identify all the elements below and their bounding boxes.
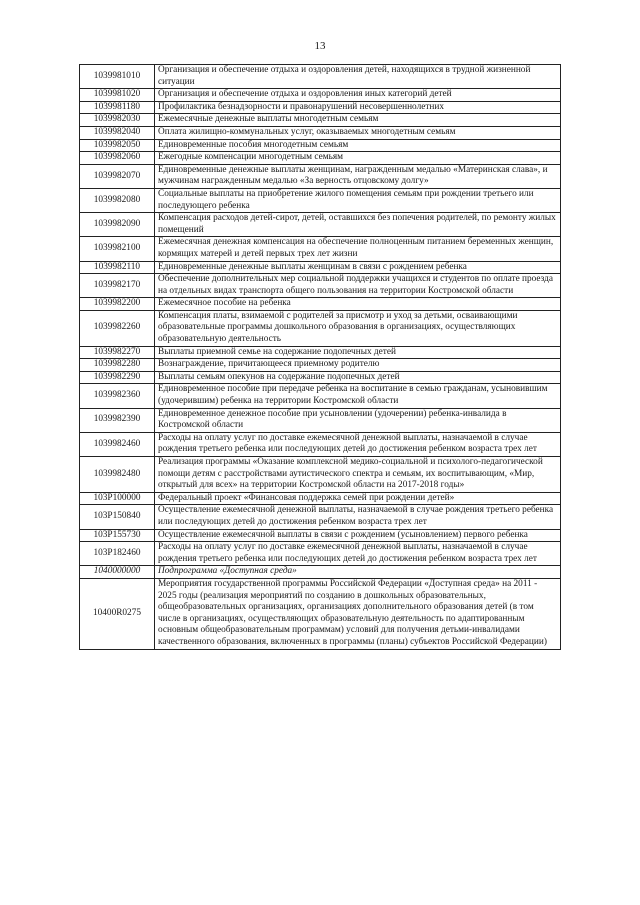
table-row xyxy=(80,274,561,298)
description-cell: Ежемесячные денежные выплаты многодетным семьям xyxy=(155,114,561,127)
table-body xyxy=(80,65,561,650)
description-cell: Федеральный проект «Финансовая поддержка семей при рождении детей» xyxy=(155,492,561,505)
table-row xyxy=(80,457,561,493)
table-row xyxy=(80,237,561,261)
table-row xyxy=(80,542,561,566)
description-cell: Компенсация расходов детей-сирот, детей, оставшихся без попечения родителей, по ремонту жилых помещений xyxy=(155,213,561,237)
code-cell: 1039982050 xyxy=(80,139,155,152)
description-cell: Компенсация платы, взимаемой с родителей за присмотр и уход за детьми, осваивающими образовательные программы дошкольного образования в организациях, осуществляющих образовательную деятельность xyxy=(155,310,561,346)
code-cell: 1039982030 xyxy=(80,114,155,127)
table-row xyxy=(80,152,561,165)
table-row xyxy=(80,139,561,152)
table-row xyxy=(80,578,561,649)
code-cell: 103P155730 xyxy=(80,529,155,542)
code-cell: 1039982100 xyxy=(80,237,155,261)
table-row xyxy=(80,65,561,89)
description-cell: Единовременное денежное пособие при усыновлении (удочерении) ребенка-инвалида в Костромской области xyxy=(155,408,561,432)
code-cell: 1039982280 xyxy=(80,359,155,372)
table-row xyxy=(80,346,561,359)
code-cell: 103P100000 xyxy=(80,492,155,505)
table-row xyxy=(80,101,561,114)
table-row xyxy=(80,89,561,102)
description-cell: Обеспечение дополнительных мер социальной поддержки учащихся и студентов по оплате проезда на отдельных видах транспорта общего пользования на территории Костромской области xyxy=(155,274,561,298)
description-cell: Организация и обеспечение отдыха и оздоровления иных категорий детей xyxy=(155,89,561,102)
code-cell: 1039982170 xyxy=(80,274,155,298)
code-cell: 1039982080 xyxy=(80,188,155,212)
description-cell: Расходы на оплату услуг по доставке ежемесячной денежной выплаты, назначаемой в случае рождения третьего ребенка или последующих детей до достижения ребенком возраста трех лет xyxy=(155,542,561,566)
table-row xyxy=(80,505,561,529)
description-cell: Осуществление ежемесячной выплаты в связи с рождением (усыновлением) первого ребенка xyxy=(155,529,561,542)
code-cell: 1039981180 xyxy=(80,101,155,114)
table-row xyxy=(80,408,561,432)
table-row xyxy=(80,384,561,408)
description-cell: Профилактика безнадзорности и правонарушений несовершеннолетних xyxy=(155,101,561,114)
code-cell: 1039981020 xyxy=(80,89,155,102)
code-cell: 1039982360 xyxy=(80,384,155,408)
code-cell: 1039982090 xyxy=(80,213,155,237)
description-cell: Ежегодные компенсации многодетным семьям xyxy=(155,152,561,165)
code-cell: 1039982060 xyxy=(80,152,155,165)
description-cell: Вознаграждение, причитающееся приемному родителю xyxy=(155,359,561,372)
description-cell: Социальные выплаты на приобретение жилого помещения семьям при рождении третьего или последующего ребенка xyxy=(155,188,561,212)
code-cell: 1039982260 xyxy=(80,310,155,346)
code-cell: 1040000000 xyxy=(80,566,155,579)
table-row xyxy=(80,359,561,372)
description-cell: Мероприятия государственной программы Российской Федерации «Доступная среда» на 2011 - 2025 годы (реализация мероприятий по созданию в дошкольных образовательных, общеобразовательных организациях, организациях дополнительного образования детей (в том числе в организациях, осуществляющих образовательную деятельность по адаптированным основным общеобразовательным программам) условий для получения детьми-инвалидами качественного образования, включенных в программы (планы) субъектов Российской Федерации) xyxy=(155,578,561,649)
description-cell: Подпрограмма «Доступная среда» xyxy=(155,566,561,579)
code-cell: 1039982110 xyxy=(80,261,155,274)
code-cell: 103P150840 xyxy=(80,505,155,529)
description-cell: Ежемесячное пособие на ребенка xyxy=(155,298,561,311)
table-row xyxy=(80,126,561,139)
description-cell: Организация и обеспечение отдыха и оздоровления детей, находящихся в трудной жизненной ситуации xyxy=(155,65,561,89)
table-row xyxy=(80,310,561,346)
table-row xyxy=(80,188,561,212)
code-cell: 1039982460 xyxy=(80,432,155,456)
code-cell: 1039982270 xyxy=(80,346,155,359)
page-number: 13 xyxy=(314,40,326,52)
table-row xyxy=(80,114,561,127)
budget-code-table xyxy=(79,64,561,650)
description-cell: Единовременные пособия многодетным семьям xyxy=(155,139,561,152)
table-row xyxy=(80,432,561,456)
description-cell: Осуществление ежемесячной денежной выплаты, назначаемой в случае рождения третьего ребенка или последующих детей до достижения ребенком возраста трех лет xyxy=(155,505,561,529)
table-row xyxy=(80,298,561,311)
code-cell: 1039982480 xyxy=(80,457,155,493)
table-row xyxy=(80,566,561,579)
description-cell: Оплата жилищно-коммунальных услуг, оказываемых многодетным семьям xyxy=(155,126,561,139)
table-row xyxy=(80,492,561,505)
code-cell: 10400R0275 xyxy=(80,578,155,649)
description-cell: Выплаты семьям опекунов на содержание подопечных детей xyxy=(155,371,561,384)
code-cell: 1039982390 xyxy=(80,408,155,432)
code-cell: 1039982040 xyxy=(80,126,155,139)
description-cell: Единовременные денежные выплаты женщинам, награжденным медалью «Материнская слава», и мужчинам награжденным медалью «За верность отцовскому долгу» xyxy=(155,164,561,188)
description-cell: Единовременные денежные выплаты женщинам в связи с рождением ребенка xyxy=(155,261,561,274)
description-cell: Ежемесячная денежная компенсация на обеспечение полноценным питанием беременных женщин, кормящих матерей и детей первых трех лет жизни xyxy=(155,237,561,261)
code-cell: 1039982200 xyxy=(80,298,155,311)
description-cell: Реализация программы «Оказание комплексной медико-социальной и психолого-педагогической помощи детям с расстройствами аутистического спектра и семьям, их воспитывающим, «Мир, открытый для всех» на территории Костромской области на 2017-2018 годы» xyxy=(155,457,561,493)
code-cell: 1039982070 xyxy=(80,164,155,188)
table-row xyxy=(80,213,561,237)
code-cell: 1039981010 xyxy=(80,65,155,89)
description-cell: Единовременное пособие при передаче ребенка на воспитание в семью гражданам, усыновившим (удочерившим) ребенка на территории Костромской области xyxy=(155,384,561,408)
code-cell: 1039982290 xyxy=(80,371,155,384)
table-row xyxy=(80,164,561,188)
table-row xyxy=(80,261,561,274)
table-row xyxy=(80,529,561,542)
description-cell: Расходы на оплату услуг по доставке ежемесячной денежной выплаты, назначаемой в случае рождения третьего ребенка или последующих детей до достижения ребенком возраста трех лет xyxy=(155,432,561,456)
code-cell: 103P182460 xyxy=(80,542,155,566)
table-row xyxy=(80,371,561,384)
description-cell: Выплаты приемной семье на содержание подопечных детей xyxy=(155,346,561,359)
